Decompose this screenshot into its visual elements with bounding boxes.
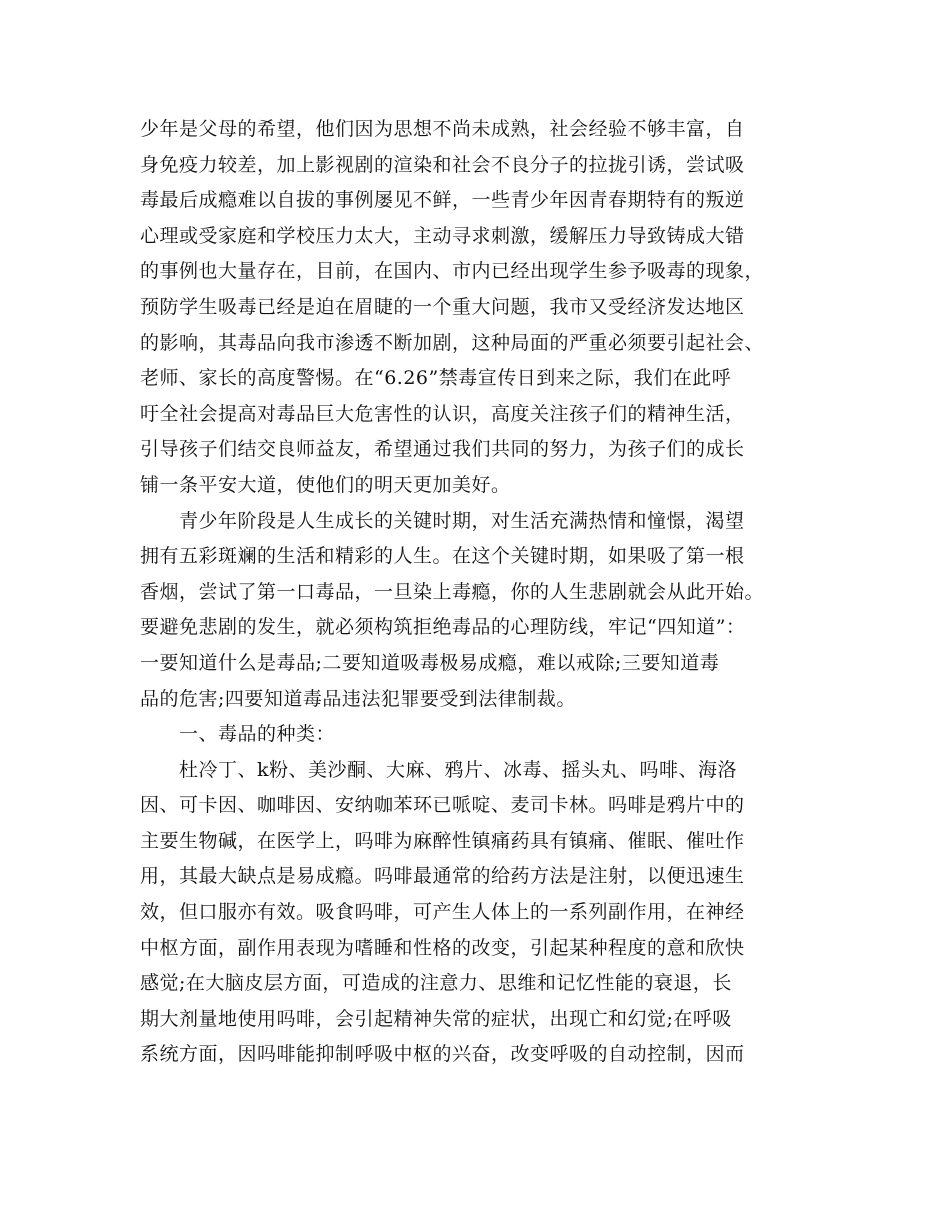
text-line: 效，但口服亦有效。吸食吗啡，可产生人体上的一系列副作用，在神经 <box>140 901 745 924</box>
text-line: 引导孩子们结交良师益友，希望通过我们共同的努力，为孩子们的成长 <box>140 438 745 461</box>
text-line: 品的危害;四要知道毒品违法犯罪要受到法律制裁。 <box>140 687 576 710</box>
text-line: 拥有五彩斑斓的生活和精彩的人生。在这个关键时期，如果吸了第一根 <box>140 545 745 568</box>
document-body <box>140 112 830 1073</box>
section-heading: 一、毒品的种类： <box>140 723 336 746</box>
text-line: 老师、家长的高度警惕。在“6.26”禁毒宣传日到来之际，我们在此呼 <box>140 367 732 390</box>
text-line: 铺一条平安大道，使他们的明天更加美好。 <box>140 473 511 496</box>
text-line: 预防学生吸毒已经是迫在眉睫的一个重大问题，我市又受经济发达地区 <box>140 295 745 318</box>
text-line: 少年是父母的希望，他们因为思想不尚未成熟，社会经验不够丰富，自 <box>140 118 745 140</box>
text-line: 青少年阶段是人生成长的关键时期，对生活充满热情和憧憬，渴望 <box>140 509 745 532</box>
text-line: 的影响，其毒品向我市渗透不断加剧，这种局面的严重必须要引起社会、 <box>140 331 765 354</box>
text-line: 吁全社会提高对毒品巨大危害性的认识，高度关注孩子们的精神生活， <box>140 402 745 425</box>
text-line: 杜冷丁、k粉、美沙酮、大麻、鸦片、冰毒、摇头丸、吗啡、海洛 <box>140 758 738 781</box>
text-line: 毒最后成瘾难以自拔的事例屡见不鲜，一些青少年因青春期特有的叛逆 <box>140 189 745 212</box>
text-line: 因、可卡因、咖啡因、安纳咖苯环已哌啶、麦司卡林。吗啡是鸦片中的 <box>140 794 745 817</box>
text-line: 主要生物碱，在医学上，吗啡为麻醉性镇痛药具有镇痛、催眠、催吐作 <box>140 829 745 852</box>
text-line: 感觉;在大脑皮层方面，可造成的注意力、思维和记忆性能的衰退，长 <box>140 972 732 995</box>
text-line: 香烟，尝试了第一口毒品，一旦染上毒瘾，你的人生悲剧就会从此开始。 <box>140 580 765 603</box>
text-line: 中枢方面，副作用表现为嗜睡和性格的改变，引起某种程度的意和欣快 <box>140 936 745 959</box>
text-line: 身免疫力较差，加上影视剧的渲染和社会不良分子的拉拢引诱，尝试吸 <box>140 153 745 176</box>
text-line: 的事例也大量存在，目前，在国内、市内已经出现学生参予吸毒的现象， <box>140 260 765 283</box>
text-line: 期大剂量地使用吗啡，会引起精神失常的症状，出现亡和幻觉;在呼吸 <box>140 1007 732 1030</box>
text-line: 一要知道什么是毒品;二要知道吸毒极易成瘾，难以戒除;三要知道毒 <box>140 651 720 674</box>
text-line: 心理或受家庭和学校压力太大，主动寻求刺激，缓解压力导致铸成大错 <box>140 224 745 247</box>
text-line: 用，其最大缺点是易成瘾。吗啡最通常的给药方法是注射，以便迅速生 <box>140 865 745 888</box>
text-line: 要避免悲剧的发生，就必须构筑拒绝毒品的心理防线，牢记“四知道”： <box>140 616 746 639</box>
text-line: 系统方面，因吗啡能抑制呼吸中枢的兴奋，改变呼吸的自动控制，因而 <box>140 1043 745 1066</box>
